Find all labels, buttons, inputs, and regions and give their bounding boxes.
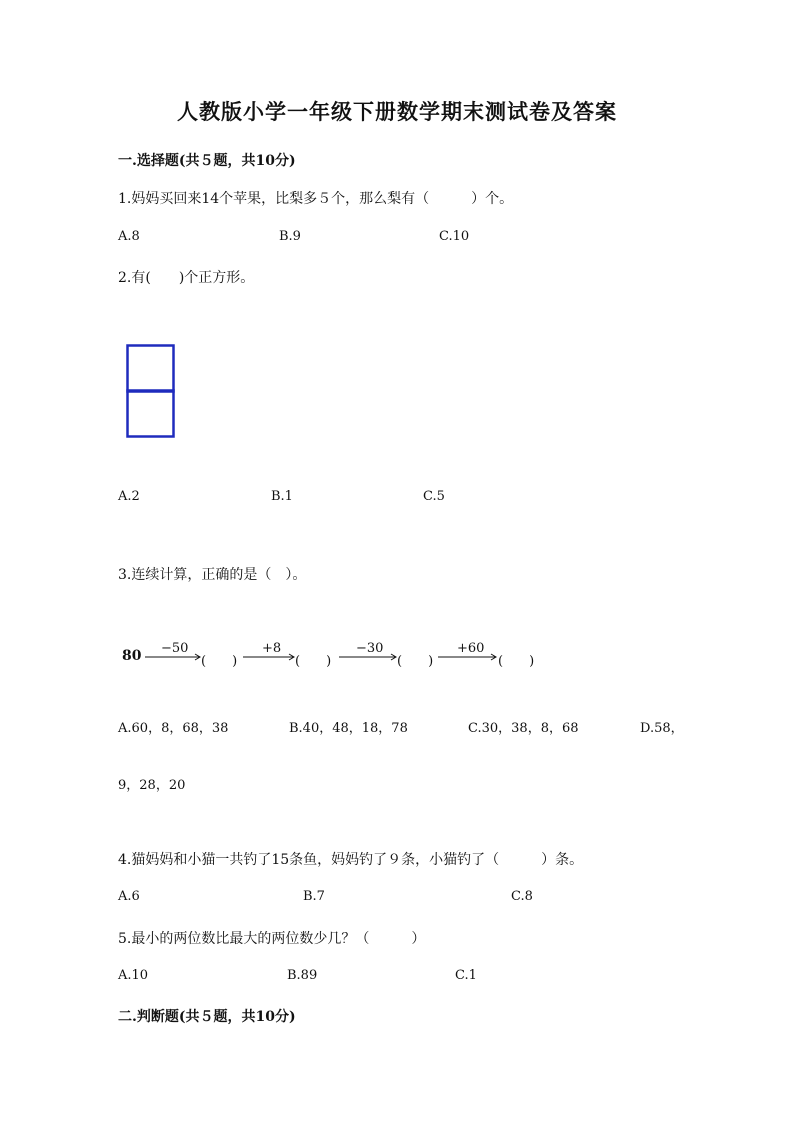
question-3-text: 3.连续计算，正确的是（ ）。 [118, 567, 307, 583]
question-3-option-b: B.40，48，18，78 [289, 721, 408, 736]
section-heading-judgement: 二.判断题(共５题，共10分) [118, 1009, 296, 1025]
chain-start-value: 80 [122, 648, 142, 664]
question-5-text: 5.最小的两位数比最大的两位数少几？（ ） [118, 931, 426, 947]
question-4-text: 4.猫妈妈和小猫一共钓了15条鱼，妈妈钓了９条，小猫钓了（ ）条。 [118, 852, 584, 868]
chain-blank-1: ( ) [201, 654, 238, 669]
question-2-text: 2.有( )个正方形。 [118, 270, 255, 286]
chain-step-3: −30 [356, 641, 384, 656]
question-3-option-c: C.30，38，8，68 [468, 721, 579, 736]
question-5-option-c: C.1 [455, 968, 477, 983]
question-2-option-c: C.5 [423, 489, 445, 504]
question-4-option-a: A.6 [118, 889, 140, 904]
question-3-option-a: A.60，8，68，38 [118, 721, 229, 736]
section-heading-choice: 一.选择题(共５题，共10分) [118, 153, 296, 169]
chain-blank-4: ( ) [498, 654, 535, 669]
square-top [128, 346, 174, 392]
question-5-option-b: B.89 [287, 968, 318, 983]
question-1-text: 1.妈妈买回来14个苹果，比梨多５个，那么梨有（ ）个。 [118, 191, 514, 207]
question-1-option-c: C.10 [439, 229, 470, 244]
question-5-option-a: A.10 [118, 968, 149, 983]
question-3-option-d: D.58， [640, 721, 684, 736]
chain-blank-3: ( ) [397, 654, 434, 669]
question-2-option-a: A.2 [118, 489, 140, 504]
chain-step-2: +8 [262, 641, 282, 656]
question-1-option-a: A.8 [118, 229, 140, 244]
question-4-option-b: B.7 [303, 889, 325, 904]
calculation-chain [118, 636, 558, 672]
chain-blank-2: ( ) [295, 654, 332, 669]
question-3-option-d-continued: 9，28，20 [118, 778, 186, 793]
question-4-option-c: C.8 [511, 889, 533, 904]
page-title: 人教版小学一年级下册数学期末测试卷及答案 [177, 99, 617, 124]
chain-step-4: +60 [457, 641, 485, 656]
chain-step-1: −50 [161, 641, 189, 656]
stacked-squares-figure [124, 342, 178, 440]
question-1-option-b: B.9 [279, 229, 301, 244]
square-bottom [128, 391, 174, 437]
question-2-option-b: B.1 [271, 489, 293, 504]
